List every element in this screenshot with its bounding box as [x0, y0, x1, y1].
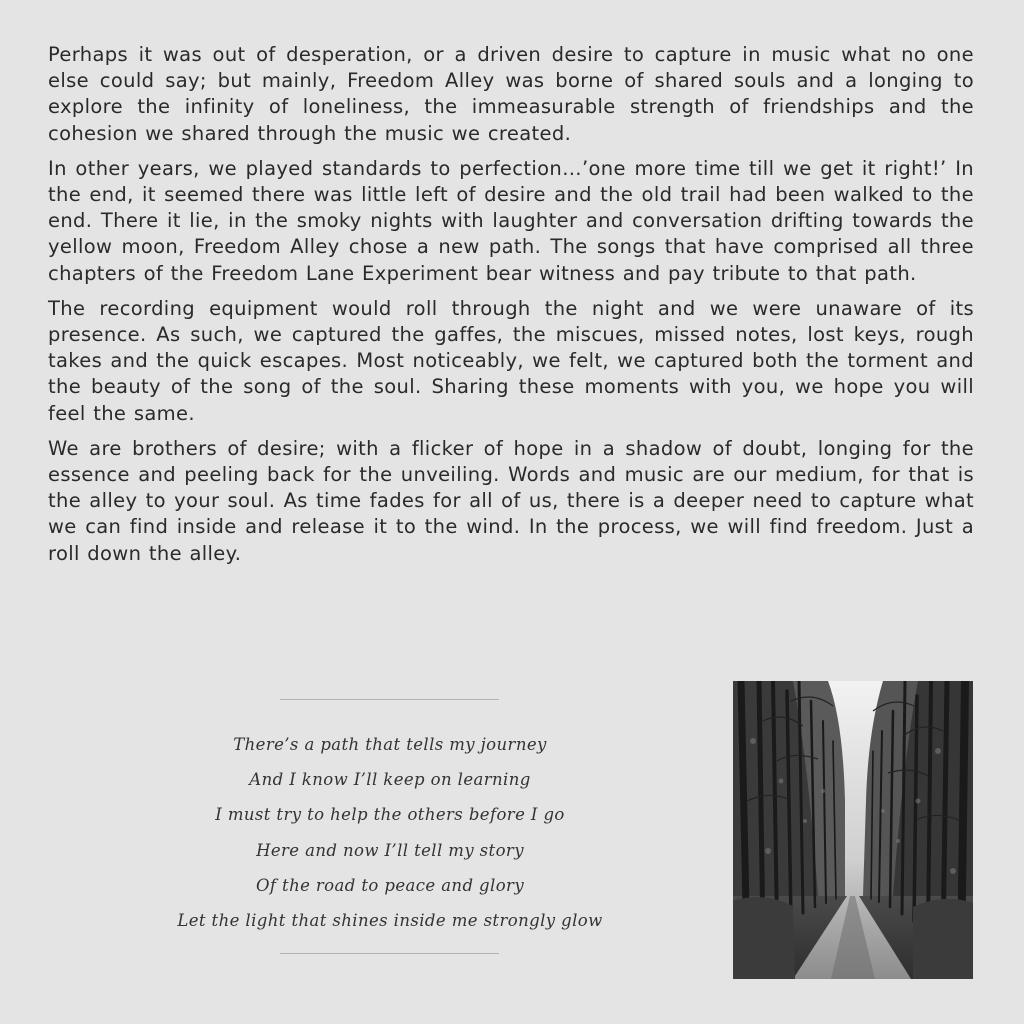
paragraph-4: We are brothers of desire; with a flicker of hope in a shadow of doubt, longing for the essence and peeling back for the unveiling. Words and music are our medium, for that is the alley to your soul. As time fades for all of us, there is a deeper need to capture what we can find inside and release it to the wind. In the process, we will find freedom. Just a roll down the alley. — [48, 436, 974, 565]
verse-line-3: I must try to help the others before I go — [215, 805, 565, 825]
verse-line-1: There’s a path that tells my journey — [233, 735, 547, 754]
verse-line-4: Here and now I’ll tell my story — [256, 840, 524, 860]
verse-bottom-divider — [280, 953, 499, 954]
body-text — [48, 42, 974, 576]
paragraph-1: Perhaps it was out of desperation, or a driven desire to capture in music what no one else could say; but mainly, Freedom Alley was borne of shared souls and a longing to explore the infinity of loneliness, the immeasurable strength of friendships and the cohesion we shared through the music we created. — [48, 43, 974, 145]
verse-line-5: Of the road to peace and glory — [255, 875, 525, 895]
paragraph-2: In other years, we played standards to perfection…’one more time till we get it right!’ In the end, it seemed there was little left of desire and the old trail had been walked to the end. There it lie, in the smoky nights with laughter and conversation drifting towards the yellow moon, Freedom Alley chose a new path. The songs that have comprised all three chapters of the Freedom Lane Experiment bear witness and pay tribute to that path. — [48, 156, 974, 285]
verse-lines — [150, 727, 630, 938]
verse-top-divider — [280, 699, 499, 700]
verse-line-2: And I know I’ll keep on learning — [249, 770, 531, 790]
forest-road-photo — [733, 681, 973, 979]
paragraph-3: The recording equipment would roll through the night and we were unaware of its presence. As such, we captured the gaffes, the miscues, missed notes, lost keys, rough takes and the quick escapes. Most noticeably, we felt, we captured both the torment and the beauty of the song of the soul. Sharing these moments with you, we hope you will feel the same. — [48, 296, 974, 425]
verse-line-6: Let the light that shines inside me strongly glow — [177, 911, 603, 931]
